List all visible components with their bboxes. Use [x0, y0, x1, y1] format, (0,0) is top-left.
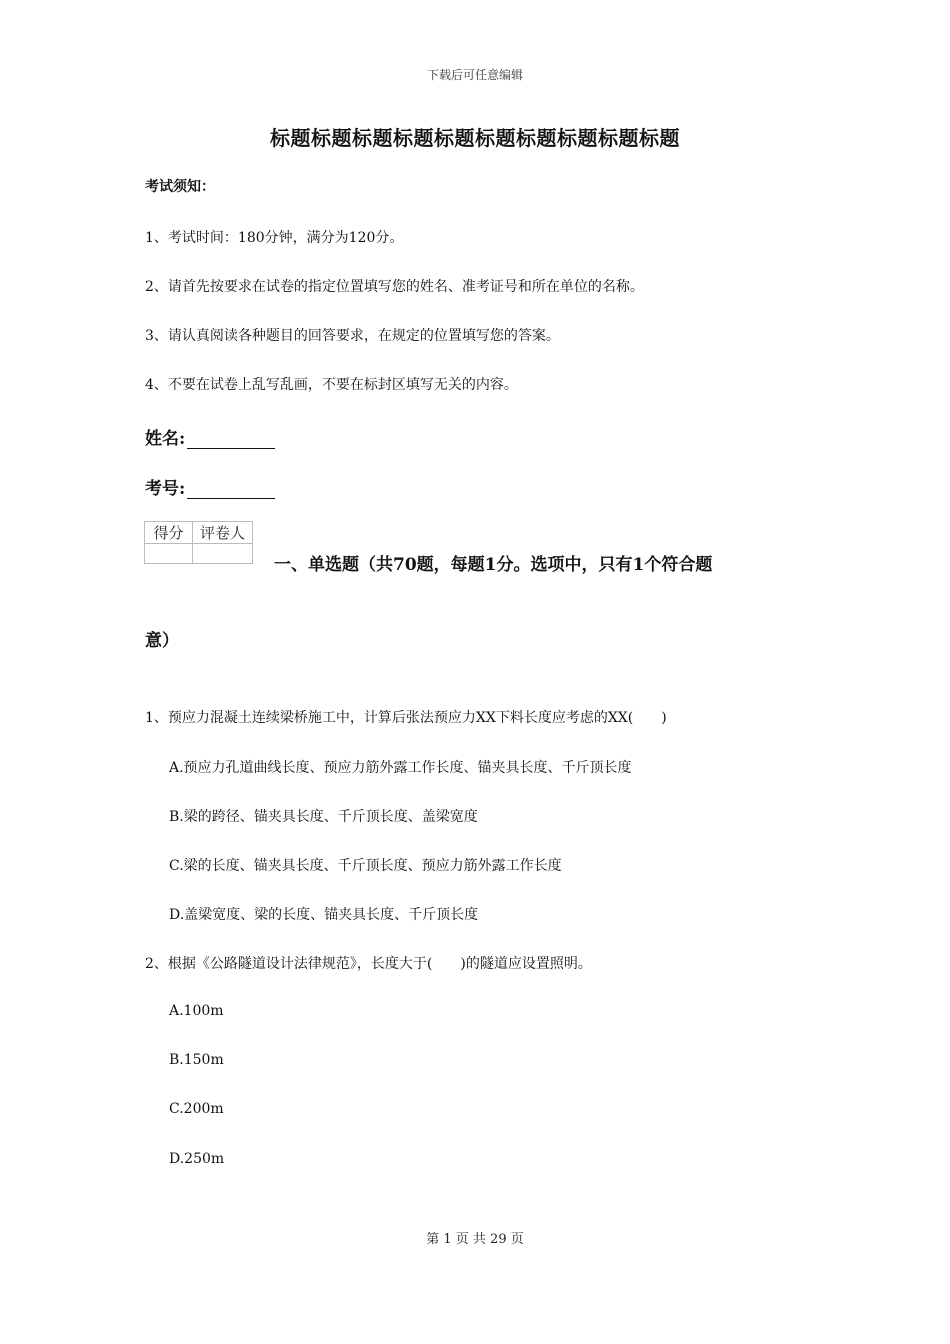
- document-title: 标题标题标题标题标题标题标题标题标题标题: [270, 126, 680, 150]
- grader-cell[interactable]: [193, 544, 253, 564]
- name-field-row: [145, 424, 275, 449]
- question-2-option-b: B.150m: [169, 1052, 224, 1068]
- score-header: 得分: [145, 522, 193, 544]
- score-table: [144, 521, 253, 564]
- question-1-option-c: C.梁的长度、锚夹具长度、千斤顶长度、预应力筋外露工作长度: [169, 858, 562, 874]
- exam-number-label: 考号:: [145, 479, 186, 499]
- exam-number-blank-line[interactable]: [187, 480, 275, 499]
- question-1-option-b: B.梁的跨径、锚夹具长度、千斤顶长度、盖梁宽度: [169, 809, 478, 825]
- question-2-option-a: A.100m: [169, 1003, 224, 1019]
- page-footer: 第 1 页 共 29 页: [426, 1232, 524, 1247]
- question-2-option-c: C.200m: [169, 1101, 224, 1117]
- instruction-item: 3、请认真阅读各种题目的回答要求，在规定的位置填写您的答案。: [145, 328, 560, 344]
- section-title: 一、单选题（共70题，每题1分。选项中，只有1个符合题: [274, 555, 713, 575]
- question-2-option-d: D.250m: [169, 1151, 225, 1167]
- instruction-item: 1、考试时间：180分钟，满分为120分。: [145, 230, 404, 246]
- name-label: 姓名:: [145, 429, 186, 449]
- name-blank-line[interactable]: [187, 430, 275, 449]
- instruction-item: 4、不要在试卷上乱写乱画，不要在标封区填写无关的内容。: [145, 377, 518, 393]
- question-1-option-a: A.预应力孔道曲线长度、预应力筋外露工作长度、锚夹具长度、千斤顶长度: [169, 760, 632, 776]
- question-2: 2、根据《公路隧道设计法律规范》，长度大于( )的隧道应设置照明。: [145, 956, 592, 972]
- instruction-item: 2、请首先按要求在试卷的指定位置填写您的姓名、准考证号和所在单位的名称。: [145, 279, 644, 295]
- question-1: 1、预应力混凝土连续梁桥施工中，计算后张法预应力XX下料长度应考虑的XX( ): [145, 710, 667, 726]
- header-note: 下载后可任意编辑: [426, 68, 523, 82]
- score-cell[interactable]: [145, 544, 193, 564]
- exam-number-field-row: [145, 474, 275, 499]
- instructions-heading: 考试须知：: [145, 179, 215, 195]
- grader-header: 评卷人: [193, 522, 253, 544]
- question-1-option-d: D.盖梁宽度、梁的长度、锚夹具长度、千斤顶长度: [169, 907, 479, 923]
- section-title-continued: 意）: [145, 631, 179, 651]
